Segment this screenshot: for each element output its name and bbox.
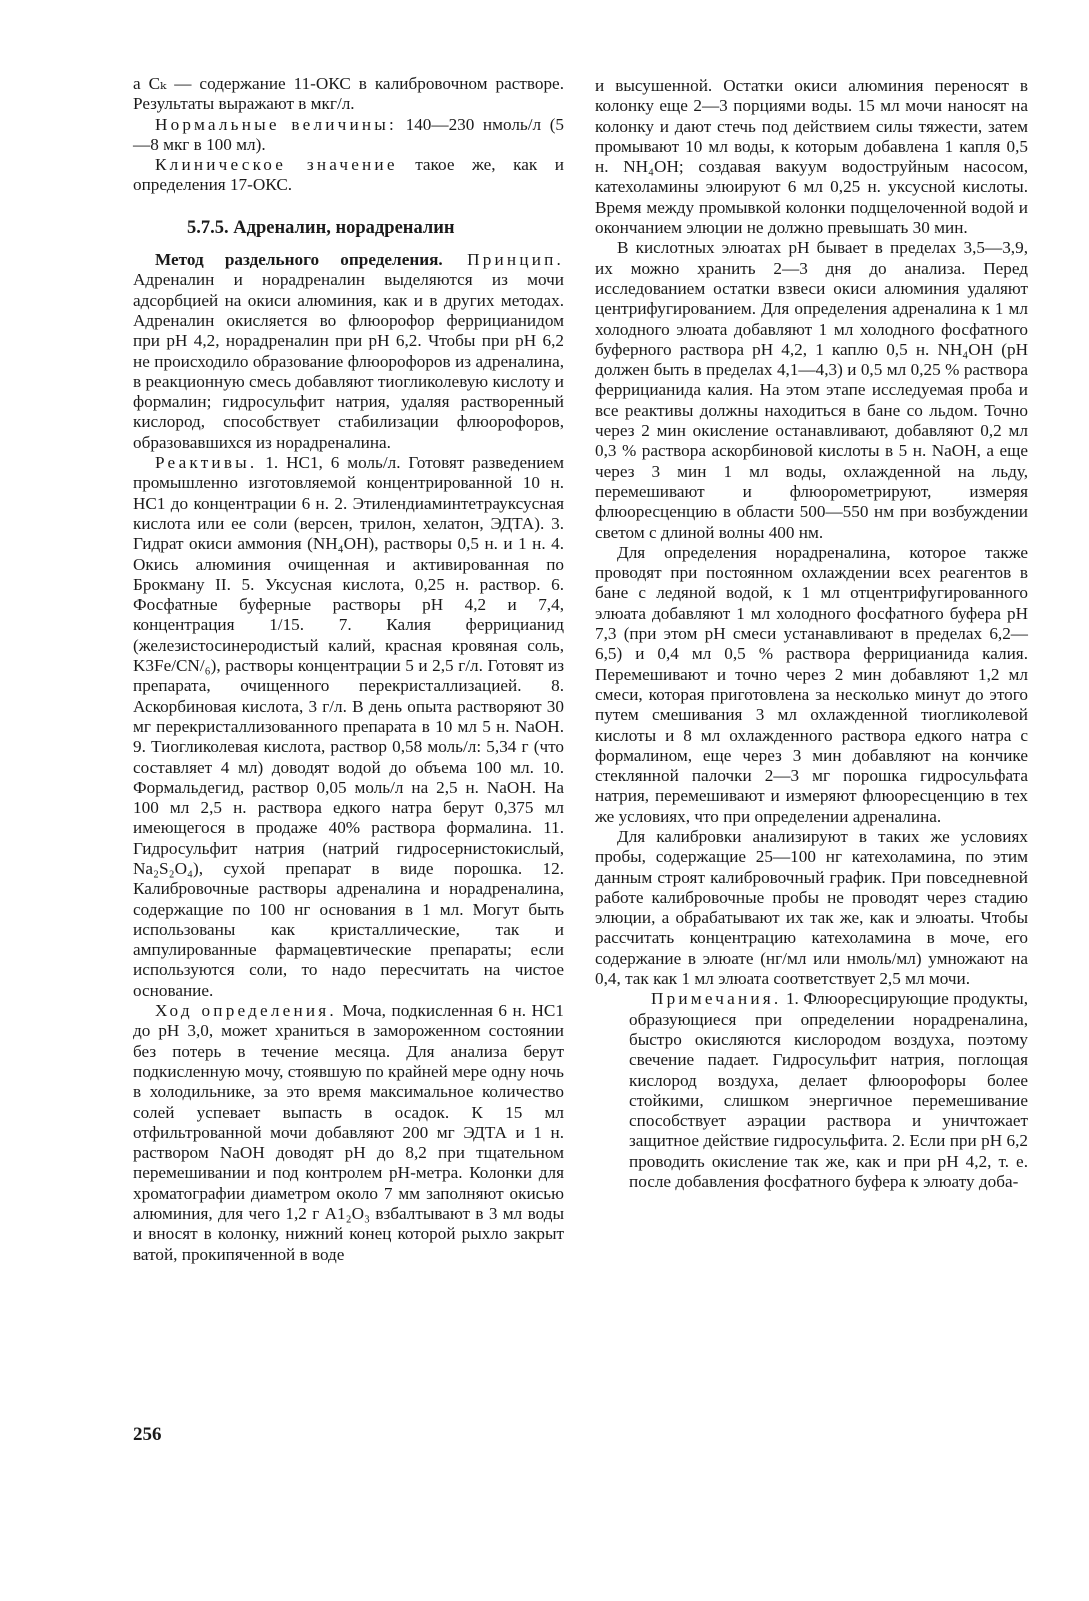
clinical-text: такое же, как и определения 17-ОКС. xyxy=(133,155,564,195)
method-label: Метод раздельного определения. xyxy=(155,250,443,270)
page-number: 256 xyxy=(133,1424,162,1445)
paragraph-reagents xyxy=(133,453,564,1001)
notes-text: 1. Флюоресцирующие продукты, образующиеся при определении норадреналина, быстро окисляются кислородом воздуха, поэтому свечение падает. Гидросульфит натрия, поглощая кислород воздуха, делает флюорофоры более стойкими, слишком энергичное перемешивание способствует аэрации раствора и уничтожает защитное действие гидросульфита. 2. Если при рН 6,2 проводить окисление так же, как и при рН 4,2, т. е. после добавления фосфатного буфера к элюату доба- xyxy=(629,989,1028,1192)
section-heading: 5.7.5. Адреналин, норадреналин xyxy=(187,217,455,238)
procedure-text: Моча, подкисленная 6 н. НС1 до рН 3,0, может храниться в замороженном состоянии без потерь в течение месяца. Для анализа берут подкисленную мочу, стоявшую по крайней мере одну ночь в холодильнике, за это время максимальное количество солей успевает выпасть в осадок. К 15 мл отфильтрованной мочи добавляют 200 мг ЭДТА и 1 н. раствором NaOH доводят рН до 8,2 при тщательном перемешивании и под контролем рН-метра. Колонки для хроматографии диаметром около 7 мм заполняют окисью алюминия, для чего 1,2 г А1₂O₃ взбалтывают в 3 мл воды и вносят в колонку, нижний конец которой рыхло закрыт ватой, прокипяченной в воде xyxy=(133,1001,564,1264)
paragraph-clinical xyxy=(133,155,564,196)
paragraph-continuation: и высушенной. Остатки окиси алюминия переносят в колонку еще 2—3 порциями воды. 15 мл мочи наносят на колонку и дают стечь под действием силы тяжести, затем промывают 10 мл воды, к которым добавлена 1 капля 0,5 н. NH₄OH; создавая вакуум водоструйным насосом, катехоламины элюируют 6 мл 0,25 н. уксусной кислоты. Время между промывкой колонки подщелоченной водой и окончанием элюции не должно превышать 30 мин. xyxy=(595,76,1028,238)
principle-text: Адреналин и норадреналин выделяются из мочи адсорбцией на окиси алюминия, как и в других методах. Адреналин окисляется во флюорофор феррицианидом при рН 4,2, норадреналин при рН 6,2. Чтобы при рН 6,2 не происходило образование флюорофоров из адреналина, в реакционную смесь добавляют тиогликолевую кислоту и формалин; гидросульфит натрия, удаляя растворенный кислород, способствует стабилизации флюорофоров, образовавшихся из норадреналина. xyxy=(133,270,564,452)
paragraph-adrenaline: В кислотных элюатах рН бывает в пределах 3,5—3,9, их можно хранить 2—3 дня до анализа. Перед исследованием остатки взвеси окиси алюминия удаляют центрифугированием. Для определения адреналина к 1 мл холодного элюата добавляют 1 мл холодного фосфатного буферного раствора рН 4,2, 1 каплю 0,5 н. NH₄OH (рН должен быть в пределах 4,1—4,3) и 0,5 мл 0,25 % раствора феррицианида калия. На этом этапе исследуемая проба и все реактивы должны находиться в бане со льдом. Точно через 2 мин окисление останавливают, добавляют 0,2 мл 0,3 % раствора аскорбиновой кислоты в 5 н. NaOH, а еще через 3 мин 1 мл воды, охлажденной на льду, перемешивают и флюорометрируют, измеряя флюоресценцию в области 500—550 нм при возбуждении светом с длиной волны 400 нм. xyxy=(595,238,1028,542)
paragraph-procedure xyxy=(133,1001,564,1265)
notes-label: Примечания. xyxy=(651,989,782,1009)
clinical-label: Клиническое значение xyxy=(155,155,398,175)
paragraph-normal-values xyxy=(133,115,564,156)
normal-values-label: Нормальные величины: xyxy=(155,114,398,134)
paragraph-calibration: а Сₖ — содержание 11-ОКС в калибровочном растворе. Результаты выражают в мкг/л. xyxy=(133,74,564,114)
paragraph-calibration-graph: Для калибровки анализируют в таких же условиях пробы, содержащие 25—100 нг катехоламина, по этим данным строят калибровочный график. При повседневной работе калибровочные пробы не проводят через стадию элюции, а обрабатывают их так же, как и элюаты. Чтобы рассчитать концентрацию катехоламина в моче, его содержание в элюате (нг/мл или нмоль/мл) умножают на 0,4, так как 1 мл элюата соответствует 2,5 мл мочи. xyxy=(595,826,1028,989)
right-column xyxy=(595,76,1028,1192)
paragraph-notes xyxy=(595,989,1028,1192)
paragraph-principle xyxy=(133,250,564,453)
procedure-label: Ход определения. xyxy=(155,1001,337,1021)
reagents-label: Реактивы. xyxy=(155,453,258,473)
normal-values-text: 140—230 нмоль/л (5—8 мкг в 100 мл). xyxy=(133,114,565,154)
principle-label: Принцип. xyxy=(442,250,565,270)
reagents-text: 1. НС1, 6 моль/л. Готовят разведением промышленно изготовляемой концентрированной 10 н. НС1 до концентрации 6 н. 2. Этилендиаминтетрауксусная кислота или ее соли (версен, трилон, хелатон, ЭДТА). 3. Гидрат окиси аммония (NH₄OH), растворы 0,5 н. и 1 н. 4. Окись алюминия очищенная и активированная по Брокману II. 5. Уксусная кислота, 0,25 н. раствор. 6. Фосфатные буферные растворы рН 4,2 и 7,4, концентрация 1/15. 7. Калия феррицианид (железистосинеродистый калий, красная кровяная соль, K3Fe/CN/₆), растворы концентрации 5 и 2,5 г/л. Готовят из препарата, очищенного перекристаллизацией. 8. Аскорбиновая кислота, 3 г/л. В день опыта растворяют 30 мг перекристаллизованного препарата в 10 мл 5 н. NaOH. 9. Тиогликолевая кислота, раствор 0,58 моль/л: 5,34 г (что составляет 4 мл) доводят водой до объема 100 мл. 10. Формальдегид, раствор 0,05 моль/л на 2,5 н. NaOH. На 100 мл 2,5 н. раствора едкого натра берут 0,375 мл имеющегося в продаже 40% раствора формалина. 11. Гидросульфит натрия (натрий гидросернистокислый, Na₂S₂O₄), сухой препарат в виде порошка. 12. Калибровочные растворы адреналина и норадреналина, содержащие по 100 нг основания в 1 мл. Могут быть использованы как кристаллические, так и ампулированные фармацевтические препараты; если используются соли, то надо пересчитать на чистое основание. xyxy=(133,453,564,1000)
left-column xyxy=(133,74,564,1265)
paragraph-noradrenaline: Для определения норадреналина, которое также проводят при постоянном охлаждении всех реагентов в бане с ледяной водой, к 1 мл отцентрифугированного элюата добавляют 1 мл холодного фосфатного буфера рН 7,3 (при этом рН смеси устанавливают в пределах 6,2—6,5) и 0,4 мл 0,5 % раствора феррицианида калия. Перемешивают и точно через 2 мин добавляют 1,2 мл смеси, которая приготовлена за несколько минут до этого путем смешивания 3 мл охлажденной тиогликолевой кислоты и 8 мл охлажденного раствора едкого натра с формалином, еще через 3 мин добавляют на кончике стеклянной палочки 2—3 мг порошка гидросульфата натрия, перемешивают и измеряют флюоресценцию в тех же условиях, что при определении адреналина. xyxy=(595,542,1028,826)
